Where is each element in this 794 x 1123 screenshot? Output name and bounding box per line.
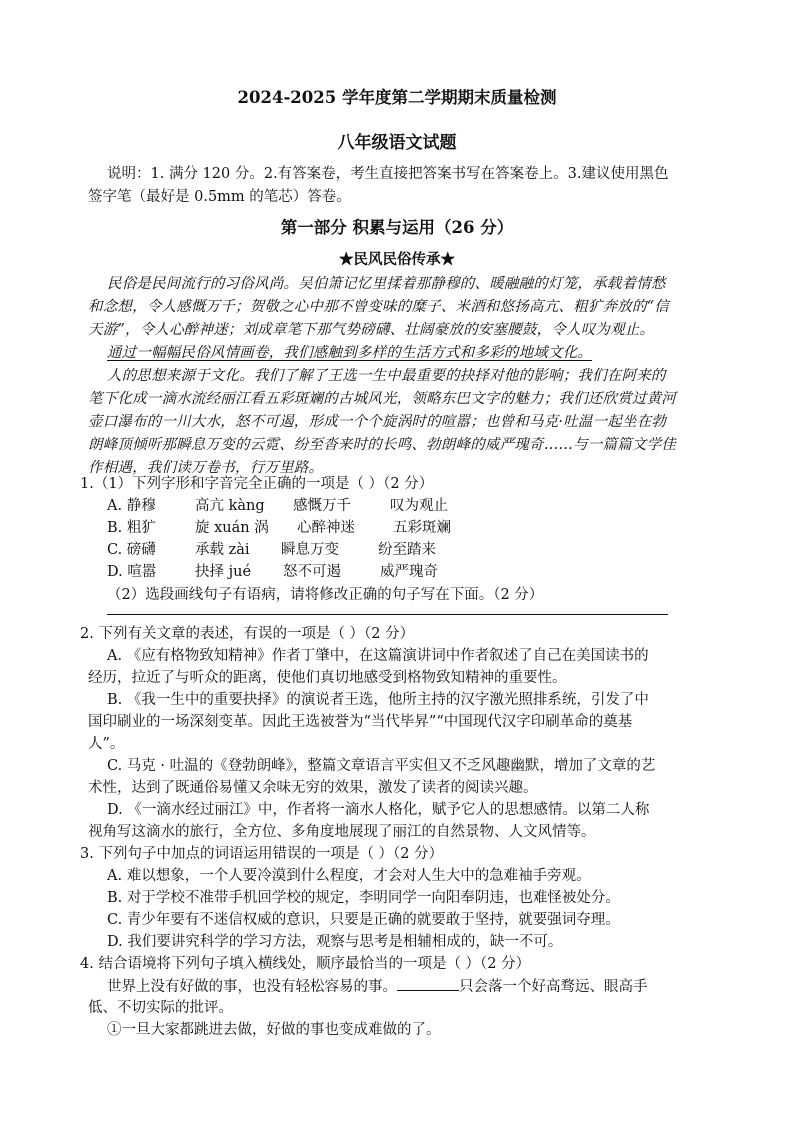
question-1-sub-2: （2）选段画线句子有语病，请将修改正确的句子写在下面。（2 分） [107,587,544,603]
answer-line[interactable] [107,614,668,615]
section-theme: ★民风民俗传承★ [339,251,455,268]
q4-context-line-2: 低、不切实际的批评。 [88,1000,233,1016]
q2-option-a-line-2: 经历，拉近了与听众的距离，使他们真切地感受到格物致知精神的重要性。 [88,670,567,686]
q2-option-d-line-1: D. 《一滴水经过丽江》中，作者将一滴水人格化，赋予它人的思想感情。以第二人称 [107,802,650,818]
question-1-stem: 1.（1）下列字形和字音完全正确的一项是（ ）（2 分） [80,476,434,492]
q2-option-b-line-2: 国印刷业的一场深刻变革。因此王选被誉为“当代毕昇”“中国现代汉字印刷革命的奠基 [88,714,633,730]
q3-option-d: D. 我们要讲究科学的学习方法，观察与思考是相辅相成的，缺一不可。 [107,934,563,950]
passage-line-5: 人的思想来源于文化。我们了解了王选一生中最重要的抉择对他的影响；我们在阿来的 [107,368,666,384]
fill-blank[interactable] [397,976,459,991]
q2-option-b-line-3: 人”。 [88,736,125,752]
passage-line-9: 作相遇，我们读万卷书，行万里路。 [88,460,324,476]
q2-option-b-line-1: B. 《我一生中的重要抉择》的演说者王选，他所主持的汉字激光照排系统，引发了中 [107,692,649,708]
instructions-line-2: 签字笔（最好是 0.5mm 的笔芯）答卷。 [88,189,351,205]
q3-option-b: B. 对于学校不准带手机回学校的规定，李明同学一向阳奉阴违，也难怪被处分。 [107,890,620,906]
q4-item-1: ①一旦大家都跳进去做，好做的事也变成难做的了。 [107,1022,441,1038]
passage-line-2: 和念想，令人感慨万千；贺敬之心中那不曾变味的糜子、米酒和悠扬高亢、粗犷奔放的“信 [88,299,669,315]
part-one-title: 第一部分 积累与运用（26 分） [280,218,514,237]
question-3-stem: 3. 下列句子中加点的词语运用错误的一项是（ ）（2 分） [80,846,444,862]
exam-subtitle: 八年级语文试题 [337,133,457,153]
passage-line-6: 笔下化成一滴水流经丽江看五彩斑斓的古城风光，领略东巴文字的魅力；我们还欣赏过黄河 [88,391,676,407]
underlined-sentence: 通过一幅幅民俗风情画卷，我们感触到多样的生活方式和多彩的地域文化。 [107,345,593,361]
q3-option-a: A. 难以想象，一个人要冷漠到什么程度，才会对人生大中的急难袖手旁观。 [107,868,591,884]
q2-option-c-line-1: C. 马克 · 吐温的《登勃朗峰》，整篇文章语言平实但又不乏风趣幽默，增加了文章的艺 [107,758,656,774]
exam-title: 2024-2025 学年度第二学期期末质量检测 [237,88,557,107]
q4-context-line-1: 世界上没有好做的事，也没有轻松容易的事。 只会落一个好高骛远、眼高手 [107,976,648,997]
question-4-stem: 4. 结合语境将下列句子填入横线处，顺序最恰当的一项是（ ）（2 分） [80,956,531,972]
passage-line-3: 天游”，令人心醉神迷；刘成章笔下那气势磅礴、壮阔豪放的安塞腰鼓，令人叹为观止。 [88,322,655,338]
q2-option-d-line-2: 视角写这滴水的旅行，全方位、多角度地展现了丽江的自然景物、人文风情等。 [88,824,596,840]
instructions-line-1: 说明：1. 满分 120 分。2.有答案卷，考生直接把答案书写在答案卷上。3.建议使用黑色 [107,166,669,182]
exam-page: 2024-2025 学年度第二学期期末质量检测 八年级语文试题 说明：1. 满分 120 分。2.有答案卷，考生直接把答案书写在答案卷上。3.建议使用黑色 签字笔（最好是 0.5mm 的笔芯）答卷。 第一部分 积累与运用（26 分） ★民风民俗传承★ 民俗是民间流行的习俗风尚。吴伯箫记忆里揉着那静穆的、暖融融的灯笼，承载着情愁 和念想，令人感慨万千；贺敬之心中那不曾变味的糜子、米酒和悠扬高亢、粗犷奔放的“信 天游”，令人心醉神迷；刘成章笔下那气势磅礴、壮阔豪放的安塞腰鼓，令人叹为观止。 通过一幅幅民俗风情画卷，我们感触到多样的生活方式和多彩的地域文化。 人的思想来源于文化。我们了解了王选一生中最重要的抉择对他的影响；我们在阿来的 笔下化成一滴水流经丽江看五彩斑斓的古城风光，领略东巴文字的魅力；我们还欣赏过黄河 壶口瀑布的一川大水，怒不可遏，形成一个个旋涡时的喧嚣；也曾和马克·吐温一起坐在勃 朗峰顶倾听那瞬息万变的云霓、纷至沓来时的长鸣、勃朗峰的威严瑰奇……与一篇篇文学佳 作相遇，我们读万卷书，行万里路。 1.（1）下列字形和字音完全正确的一项是（ ）（2 分） A. 静穆 高亢 kàng 感慨万千 叹为观止 B. 粗犷 旋 xuán 涡 心醉神迷 五彩斑斓 C. 磅礴 承载 zài 瞬息万变 纷至踏来 D. 喧嚣 抉择 jué 怒不可遏 威严瑰奇 （2）选段画线句子有语病，请将修改正确的句子写在下面。（2 分） 2. 下列有关文章的表述，有误的一项是（ ）（2 分） A. 《应有格物致知精神》作者丁肇中，在这篇演讲词中作者叙述了自己在美国读书的 经历，拉近了与听众的距离，使他们真切地感受到格物致知精神的重要性。 B. 《我一生中的重要抉择》的演说者王选，他所主持的汉字激光照排系统，引发了中 国印刷业的一场深刻变革。因此王选被誉为“当代毕昇”“中国现代汉字印刷革命的奠基 人”。 C. 马克 · 吐温的《登勃朗峰》，整篇文章语言平实但又不乏风趣幽默，增加了文章的艺 术性，达到了既通俗易懂又余味无穷的效果，激发了读者的阅读兴趣。 D. 《一滴水经过丽江》中，作者将一滴水人格化，赋予它人的思想感情。以第二人称 视角写这滴水的旅行，全方位、多角度地展现了丽江的自然景物、人文风情等。 3. 下列句子中加点的词语运用错误的一项是（ ）（2 分） A. 难以想象，一个人要冷漠到什么程度，才会对人生大中的急难袖手旁观。 B. 对于学校不准带手机回学校的规定，李明同学一向阳奉阴违，也难怪被处分。 C. 青少年要有不迷信权威的意识，只要是正确的就要敢于坚持，就要强词夺理。 D. 我们要讲究科学的学习方法，观察与思考是相辅相成的，缺一不可。 4. 结合语境将下列句子填入横线处，顺序最恰当的一项是（ ）（2 分） 世界上没有好做的事，也没有轻松容易的事。 只会落一个好高骛远、眼高手 低、不切实际的批评。 ①一旦大家都跳进去做，好做的事也变成难做的了。 [0,0,794,1123]
passage-line-7: 壶口瀑布的一川大水，怒不可遏，形成一个个旋涡时的喧嚣；也曾和马克·吐温一起坐在勃 [88,414,667,430]
passage-line-8: 朗峰顶倾听那瞬息万变的云霓、纷至沓来时的长鸣、勃朗峰的威严瑰奇……与一篇篇文学佳 [88,437,676,453]
q3-option-c: C. 青少年要有不迷信权威的意识，只要是正确的就要敢于坚持，就要强词夺理。 [107,912,620,928]
passage-line-1: 民俗是民间流行的习俗风尚。吴伯箫记忆里揉着那静穆的、暖融融的灯笼，承载着情愁 [107,276,666,292]
q2-option-c-line-2: 术性，达到了既通俗易懂又余味无穷的效果，激发了读者的阅读兴趣。 [88,780,538,796]
q2-option-a-line-1: A. 《应有格物致知精神》作者丁肇中，在这篇演讲词中作者叙述了自己在美国读书的 [107,648,649,664]
question-2-stem: 2. 下列有关文章的表述，有误的一项是（ ）（2 分） [80,626,415,642]
